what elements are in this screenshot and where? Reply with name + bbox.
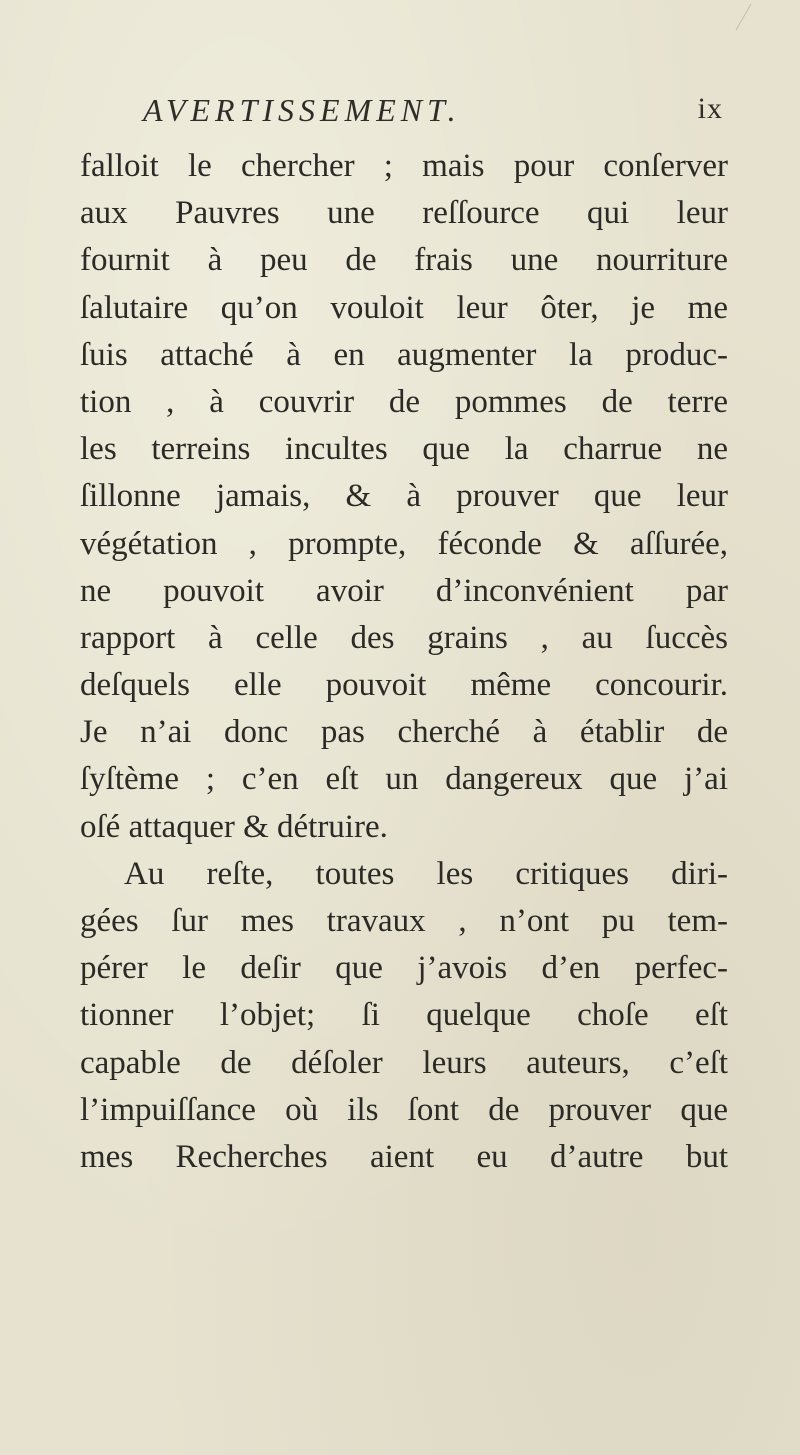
text-line: falloit le chercher ; mais pour conſerver <box>80 148 728 184</box>
text-line: végétation , prompte, féconde & aſſurée, <box>80 525 728 562</box>
text-line: ſyſtème ; c’en eſt un dangereux que j’ai <box>80 761 728 798</box>
text-line: Je n’ai donc pas cherché à établir de <box>80 714 728 751</box>
page-header <box>143 92 723 142</box>
text-line: les terreins incultes que la charrue ne <box>80 431 728 468</box>
text-line: gées ſur mes travaux , n’ont pu tem- <box>80 903 728 939</box>
text-line: ſuis attaché à en augmenter la produc- <box>80 336 728 373</box>
page-number: ix <box>697 92 723 125</box>
text-line: ſillonne jamais, & à prouver que leur <box>80 478 728 515</box>
text-line: Au reſte, toutes les critiques diri- <box>124 855 728 892</box>
running-title: AVERTISSEMENT. <box>143 92 461 128</box>
body-text <box>80 143 728 1181</box>
text-line: pérer le deſir que j’avois d’en perfec- <box>80 950 728 987</box>
text-line: fournit à peu de frais une nourriture <box>80 242 728 279</box>
text-line: aux Pauvres une reſſource qui leur <box>80 195 728 232</box>
text-line: l’impuiſſance où ils ſont de prouver que <box>80 1091 728 1128</box>
text-line: oſé attaquer & détruire. <box>80 808 388 845</box>
text-line: rapport à celle des grains , au ſuccès <box>80 619 728 656</box>
text-line: ſalutaire qu’on vouloit leur ôter, je me <box>80 289 728 326</box>
paper-mark <box>705 4 751 30</box>
text-line: tionner l’objet; ſi quelque choſe eſt <box>80 997 728 1034</box>
text-line: tion , à couvrir de pommes de terre <box>80 383 728 420</box>
text-line: capable de déſoler leurs auteurs, c’eſt <box>80 1044 728 1081</box>
text-line: deſquels elle pouvoit même concourir. <box>80 667 728 704</box>
text-line: ne pouvoit avoir d’inconvénient par <box>80 572 728 609</box>
text-line: mes Recherches aient eu d’autre but <box>80 1138 728 1175</box>
